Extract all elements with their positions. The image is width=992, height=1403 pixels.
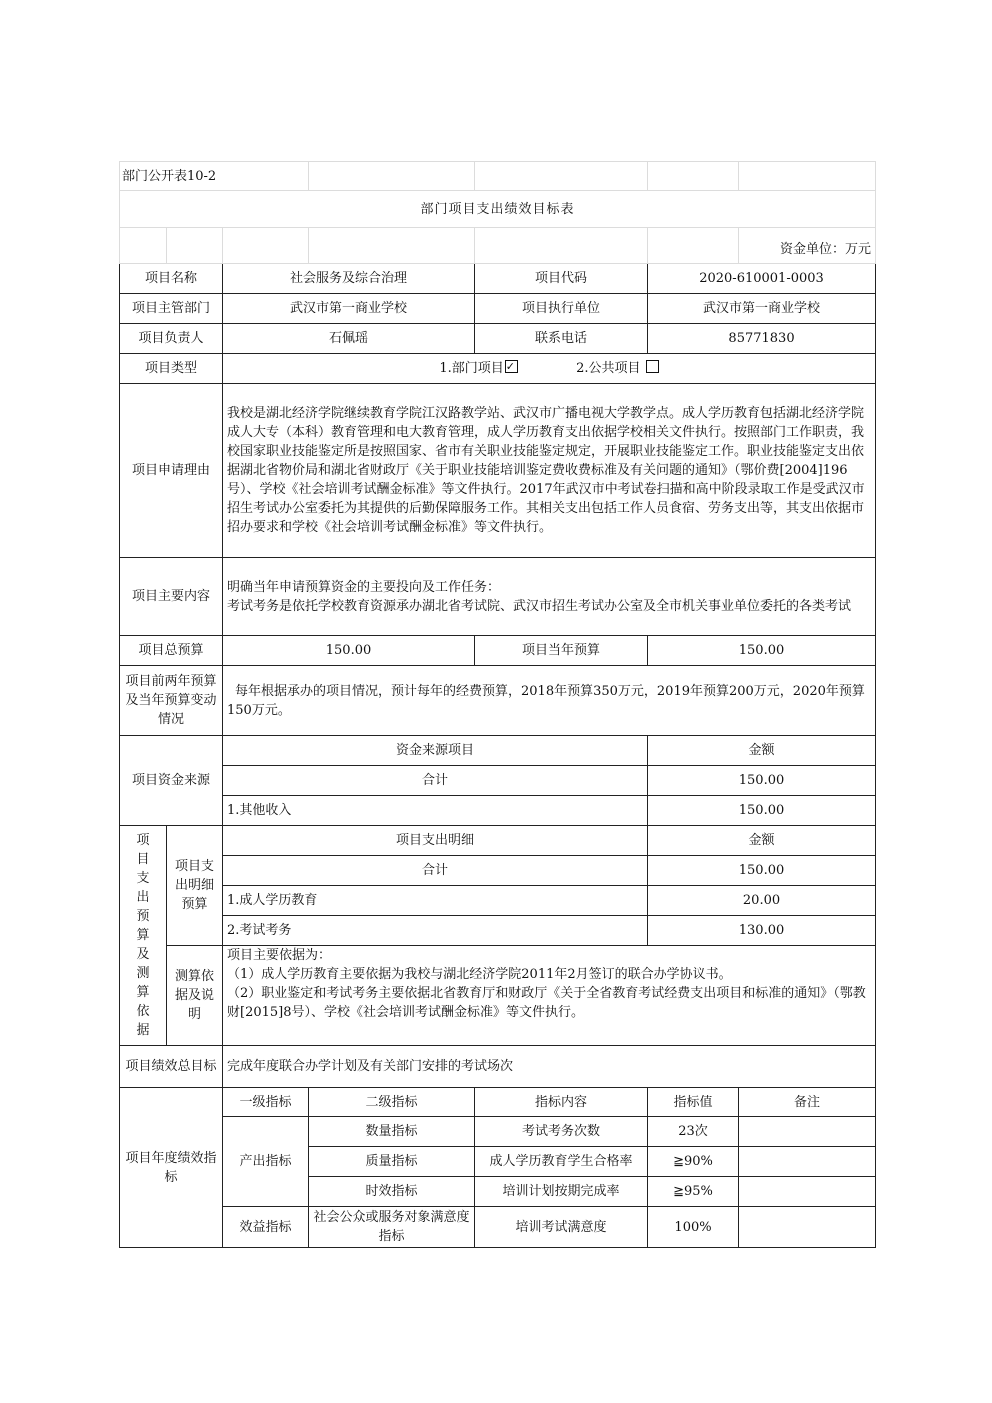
fund-source-label: 项目资金来源 [120,736,223,826]
page-title: 部门项目支出绩效目标表 [120,191,876,228]
indicator-header-content: 指标内容 [475,1088,648,1117]
expense-total-label: 合计 [223,856,648,886]
expense-col-item: 项目支出明细 [223,826,648,856]
expense-total-value: 150.00 [648,856,876,886]
indicator-header-value: 指标值 [648,1088,739,1117]
project-name-value: 社会服务及综合治理 [223,264,475,294]
project-type-label: 项目类型 [120,354,223,384]
benefit-indicator-label: 效益指标 [223,1207,309,1248]
indicator-content: 培训计划按期完成率 [475,1177,648,1207]
indicator-note [739,1117,876,1147]
overall-goal-label: 项目绩效总目标 [120,1046,223,1088]
indicator-header-note: 备注 [739,1088,876,1117]
project-code-label: 项目代码 [475,264,648,294]
phone-label: 联系电话 [475,324,648,354]
budget-change-label: 项目前两年预算及当年预算变动情况 [120,666,223,736]
indicator-content: 成人学历教育学生合格率 [475,1147,648,1177]
basis-line: （2）职业鉴定和考试考务主要依据北省教育厅和财政厅《关于全省教育考试经费支出项目和标准的通知》（鄂教财[2015]8号）、学校《社会培训考试酬金标准》等文件执行。 [227,986,866,1020]
form-table [119,161,876,1248]
form-number: 部门公开表10-2 [120,162,309,191]
phone-value: 85771830 [648,324,876,354]
type-option-department: 1.部门项目 [439,361,504,376]
department-value: 武汉市第一商业学校 [223,294,475,324]
indicator-note [739,1177,876,1207]
checkbox-empty-icon[interactable] [646,360,659,373]
indicator-header-l1: 一级指标 [223,1088,309,1117]
output-indicator-label: 产出指标 [223,1117,309,1207]
indicator-value: ≧95% [648,1177,739,1207]
indicator-header-l2: 二级指标 [309,1088,475,1117]
basis-line: （1）成人学历教育主要依据为我校与湖北经济学院2011年2月签订的联合办学协议书。 [227,967,732,982]
expense-basis-outer-label: 项 目 支 出 预 算 及 测 算 依 据 [120,826,167,1046]
project-type-options [223,354,876,384]
fund-source-row-name: 1.其他收入 [223,796,648,826]
owner-value: 石佩瑶 [223,324,475,354]
indicator-value: 23次 [648,1117,739,1147]
overall-goal-text: 完成年度联合办学计划及有关部门安排的考试场次 [223,1046,876,1088]
content-text [223,558,876,636]
basis-label: 测算依据及说明 [167,946,223,1046]
owner-label: 项目负责人 [120,324,223,354]
expense-row-name: 1.成人学历教育 [223,886,648,916]
indicator-l2: 时效指标 [309,1177,475,1207]
total-budget-label: 项目总预算 [120,636,223,666]
indicator-value: ≧90% [648,1147,739,1177]
fund-source-total-label: 合计 [223,766,648,796]
indicator-value: 100% [648,1207,739,1248]
indicator-content: 考试考务次数 [475,1117,648,1147]
total-budget-value: 150.00 [223,636,475,666]
indicator-l2: 社会公众或服务对象满意度指标 [309,1207,475,1248]
content-line-1: 明确当年申请预算资金的主要投向及工作任务： [227,579,501,595]
executor-value: 武汉市第一商业学校 [648,294,876,324]
reason-text: 我校是湖北经济学院继续教育学院江汉路教学站、武汉市广播电视大学教学点。成人学历教育包括湖北经济学院成人大专（本科）教育管理和电大教育管理，成人学历教育支出依据学校相关文件执行。按照部门工作职责，我校国家职业技能鉴定所是按照国家、省市有关职业技能鉴定规定，开展职业技能鉴定工作。职业技能鉴定支出依据湖北省物价局和湖北省财政厅《关于职业技能培训鉴定费收费标准及有关问题的通知》（鄂价费[2004]196号）、学校《社会培训考试酬金标准》等文件执行。2017年武汉市中考试卷扫描和高中阶段录取工作是受武汉市招生考试办公室委托为其提供的后勤保障服务工作。其相关支出包括工作人员食宿、劳务支出等，其支出依据市招办要求和学校《社会培训考试酬金标准》等文件执行。 [223,384,876,558]
indicator-note [739,1207,876,1248]
executor-label: 项目执行单位 [475,294,648,324]
content-line-2: 考试考务是依托学校教育资源承办湖北省考试院、武汉市招生考试办公室及全市机关事业单位委托的各类考试 [227,598,852,614]
currency-unit: 资金单位：万元 [739,228,876,264]
year-budget-label: 项目当年预算 [475,636,648,666]
performance-target-form [119,161,875,1248]
expense-row-amount: 20.00 [648,886,876,916]
content-label: 项目主要内容 [120,558,223,636]
project-name-label: 项目名称 [120,264,223,294]
expense-detail-label: 项目支出明细预算 [167,826,223,946]
fund-source-col-item: 资金来源项目 [223,736,648,766]
checkbox-checked-icon[interactable] [505,360,518,373]
indicator-l2: 数量指标 [309,1117,475,1147]
year-budget-value: 150.00 [648,636,876,666]
type-option-public: 2.公共项目 [576,361,641,376]
indicator-l2: 质量指标 [309,1147,475,1177]
budget-change-text: 每年根据承办的项目情况，预计每年的经费预算，2018年预算350万元，2019年预算200万元，2020年预算150万元。 [223,666,876,736]
basis-line: 项目主要依据为： [227,948,332,963]
project-code-value: 2020-610001-0003 [648,264,876,294]
department-label: 项目主管部门 [120,294,223,324]
reason-label: 项目申请理由 [120,384,223,558]
fund-source-col-amount: 金额 [648,736,876,766]
fund-source-total-value: 150.00 [648,766,876,796]
indicator-content: 培训考试满意度 [475,1207,648,1248]
fund-source-row-amount: 150.00 [648,796,876,826]
expense-row-amount: 130.00 [648,916,876,946]
indicator-note [739,1147,876,1177]
expense-row-name: 2.考试考务 [223,916,648,946]
annual-indicators-label: 项目年度绩效指标 [120,1088,223,1248]
basis-text [223,946,876,1046]
expense-col-amount: 金额 [648,826,876,856]
